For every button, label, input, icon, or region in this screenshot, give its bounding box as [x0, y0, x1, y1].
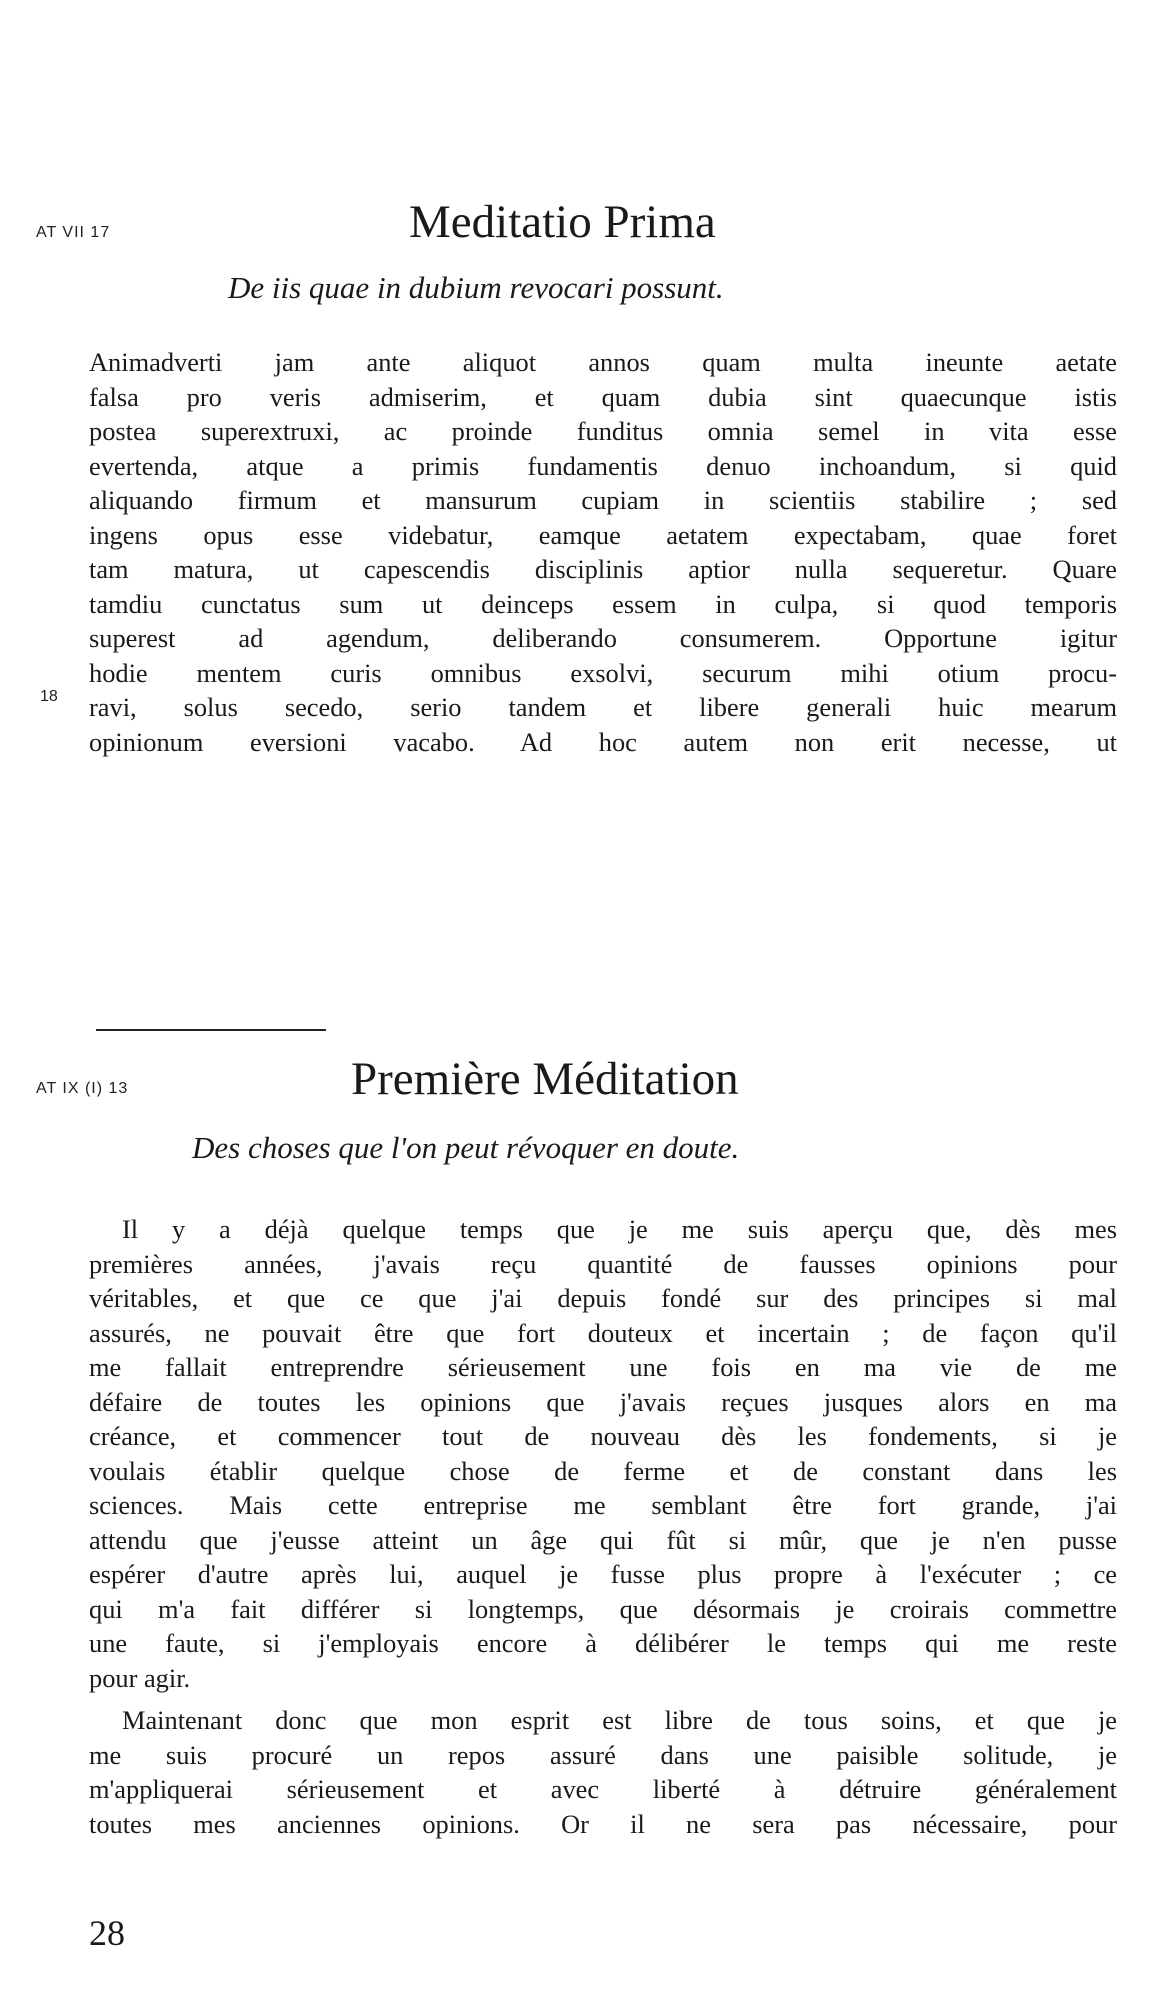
- french-line: véritables, et que ce que j'ai depuis fondé sur des principes si mal: [89, 1283, 1117, 1313]
- latin-paragraph: [89, 345, 1117, 759]
- latin-line: falsa pro veris admiserim, et quam dubia sint quaecunque istis: [89, 381, 1117, 412]
- latin-margin-line-ref: 18: [40, 688, 58, 705]
- latin-line: hodie mentem curis omnibus exsolvi, securum mihi otium procu-: [89, 657, 1117, 688]
- french-at-reference: AT IX (I) 13: [36, 1080, 129, 1097]
- french-line: premières années, j'avais reçu quantité de fausses opinions pour: [89, 1248, 1117, 1279]
- french-line: créance, et commencer tout de nouveau dès les fondements, si je: [89, 1421, 1117, 1451]
- french-line: voulais établir quelque chose de ferme et de constant dans les: [89, 1455, 1117, 1486]
- latin-line: tamdiu cunctatus sum ut deinceps essem in culpa, si quod temporis: [89, 588, 1117, 619]
- french-line: une faute, si j'employais encore à délibérer le temps qui me reste: [89, 1628, 1117, 1658]
- latin-line: ingens opus esse videbatur, eamque aetatem expectabam, quae foret: [89, 519, 1117, 550]
- french-line: attendu que j'eusse atteint un âge qui fût si mûr, que je n'en pusse: [89, 1524, 1117, 1555]
- french-title: Première Méditation: [351, 1053, 739, 1105]
- latin-line: evertenda, atque a primis fundamentis denuo inchoandum, si quid: [89, 450, 1117, 481]
- french-line: m'appliquerai sérieusement et avec liberté à détruire généralement: [89, 1774, 1117, 1804]
- latin-line: Animadverti jam ante aliquot annos quam multa ineunte aetate: [89, 347, 1117, 377]
- latin-line: tam matura, ut capescendis disciplinis aptior nulla sequeretur. Quare: [89, 554, 1117, 584]
- french-line: me suis procuré un repos assuré dans une paisible solitude, je: [89, 1739, 1117, 1770]
- french-line: me fallait entreprendre sérieusement une fois en ma vie de me: [89, 1352, 1117, 1382]
- french-subtitle: Des choses que l'on peut révoquer en doute.: [192, 1130, 740, 1165]
- french-line: défaire de toutes les opinions que j'avais reçues jusques alors en ma: [89, 1386, 1117, 1417]
- french-line: pour agir.: [89, 1662, 191, 1693]
- latin-at-reference: AT VII 17: [36, 224, 111, 241]
- french-line: qui m'a fait différer si longtemps, que désormais je croirais commettre: [89, 1593, 1117, 1624]
- latin-line: superest ad agendum, deliberando consumerem. Opportune igitur: [89, 623, 1117, 653]
- french-line: sciences. Mais cette entreprise me semblant être fort grande, j'ai: [89, 1490, 1117, 1520]
- latin-line: ravi, solus secedo, serio tandem et libere generali huic mearum: [89, 692, 1117, 722]
- latin-title: Meditatio Prima: [409, 196, 716, 248]
- latin-line: postea superextruxi, ac proinde funditus omnia semel in vita esse: [89, 416, 1117, 446]
- french-line: Maintenant donc que mon esprit est libre de tous soins, et que je: [122, 1705, 1117, 1735]
- section-divider: [96, 1029, 326, 1031]
- latin-line: aliquando firmum et mansurum cupiam in scientiis stabilire ; sed: [89, 485, 1117, 515]
- latin-line: opinionum eversioni vacabo. Ad hoc autem non erit necesse, ut: [89, 726, 1117, 757]
- french-line: assurés, ne pouvait être que fort douteux et incertain ; de façon qu'il: [89, 1317, 1117, 1348]
- page-number: 28: [89, 1913, 125, 1953]
- french-line: Il y a déjà quelque temps que je me suis aperçu que, dès mes: [122, 1214, 1117, 1244]
- french-line: toutes mes anciennes opinions. Or il ne sera pas nécessaire, pour: [89, 1808, 1117, 1839]
- french-line: espérer d'autre après lui, auquel je fusse plus propre à l'exécuter ; ce: [89, 1559, 1117, 1589]
- french-paragraph-1: [89, 1212, 1117, 1695]
- french-paragraph-2: [89, 1703, 1117, 1841]
- latin-subtitle: De iis quae in dubium revocari possunt.: [228, 270, 724, 305]
